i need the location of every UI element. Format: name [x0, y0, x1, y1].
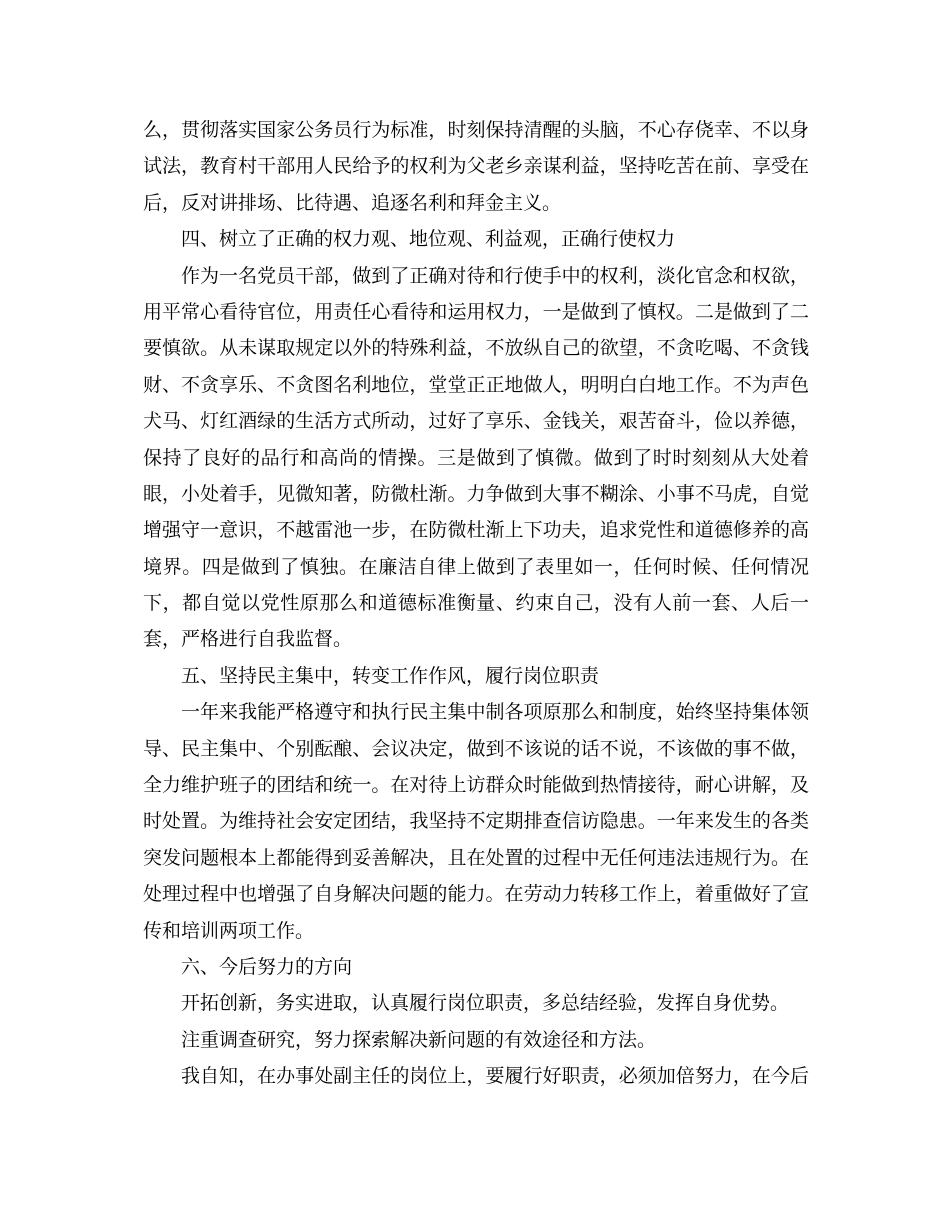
text-line: 境界。四是做到了慎独。在廉洁自律上做到了表里如一，任何时候、任何情况	[143, 555, 809, 578]
text-line: 财、不贪享乐、不贪图名利地位，堂堂正正地做人，明明白白地工作。不为声色	[143, 373, 809, 396]
text-line: 传和培训两项工作。	[143, 919, 315, 942]
text-line: 下，都自觉以党性原那么和道德标准衡量、约束自己，没有人前一套、人后一	[143, 592, 809, 615]
text-line: 一年来我能严格遵守和执行民主集中制各项原那么和制度，始终坚持集体领	[181, 701, 809, 724]
text-line: 试法，教育村干部用人民给予的权利为父老乡亲谋利益，坚持吃苦在前、享受在	[143, 155, 809, 178]
text-line: 要慎欲。从未谋取规定以外的特殊利益，不放纵自己的欲望，不贪吃喝、不贪钱	[143, 337, 809, 360]
text-line: 突发问题根本上都能得到妥善解决，且在处置的过程中无任何违法违规行为。在	[143, 846, 809, 869]
text-line: 犬马、灯红酒绿的生活方式所动，过好了享乐、金钱关，艰苦奋斗，俭以养德，	[143, 410, 809, 433]
text-line: 么，贯彻落实国家公务员行为标准，时刻保持清醒的头脑，不心存侥幸、不以身	[143, 119, 809, 141]
text-line: 注重调查研究，努力探索解决新问题的有效途径和方法。	[181, 1028, 657, 1051]
text-line: 我自知，在办事处副主任的岗位上，要履行好职责，必须加倍努力，在今后	[181, 1065, 809, 1088]
text-line: 增强守一意识，不越雷池一步，在防微杜渐上下功夫，追求党性和道德修养的高	[143, 519, 809, 542]
text-line: 六、今后努力的方向	[181, 955, 353, 978]
text-line: 全力维护班子的团结和统一。在对待上访群众时能做到热情接待，耐心讲解，及	[143, 774, 809, 797]
text-line: 五、坚持民主集中，转变工作作风，履行岗位职责	[181, 664, 600, 687]
text-line: 时处置。为维持社会安定团结，我坚持不定期排查信访隐患。一年来发生的各类	[143, 810, 809, 833]
text-line: 后，反对讲排场、比待遇、追逐名利和拜金主义。	[143, 191, 562, 214]
text-line: 导、民主集中、个别酝酿、会议决定，做到不该说的话不说，不该做的事不做，	[143, 737, 809, 760]
document-page	[143, 112, 809, 1095]
text-line: 用平常心看待官位，用责任心看待和运用权力，一是做到了慎权。二是做到了二	[143, 300, 809, 323]
text-line: 眼，小处着手，见微知著，防微杜渐。力争做到大事不糊涂、小事不马虎，自觉	[143, 482, 809, 505]
text-line: 保持了良好的品行和高尚的情操。三是做到了慎微。做到了时时刻刻从大处着	[143, 446, 809, 469]
text-line: 套，严格进行自我监督。	[143, 628, 353, 651]
text-line: 处理过程中也增强了自身解决问题的能力。在劳动力转移工作上，着重做好了宣	[143, 883, 809, 906]
text-line: 四、树立了正确的权力观、地位观、利益观，正确行使权力	[181, 228, 676, 251]
text-line: 作为一名党员干部，做到了正确对待和行使手中的权利，淡化官念和权欲，	[181, 264, 809, 287]
text-line: 开拓创新，务实进取，认真履行岗位职责，多总结经验，发挥自身优势。	[181, 992, 790, 1015]
